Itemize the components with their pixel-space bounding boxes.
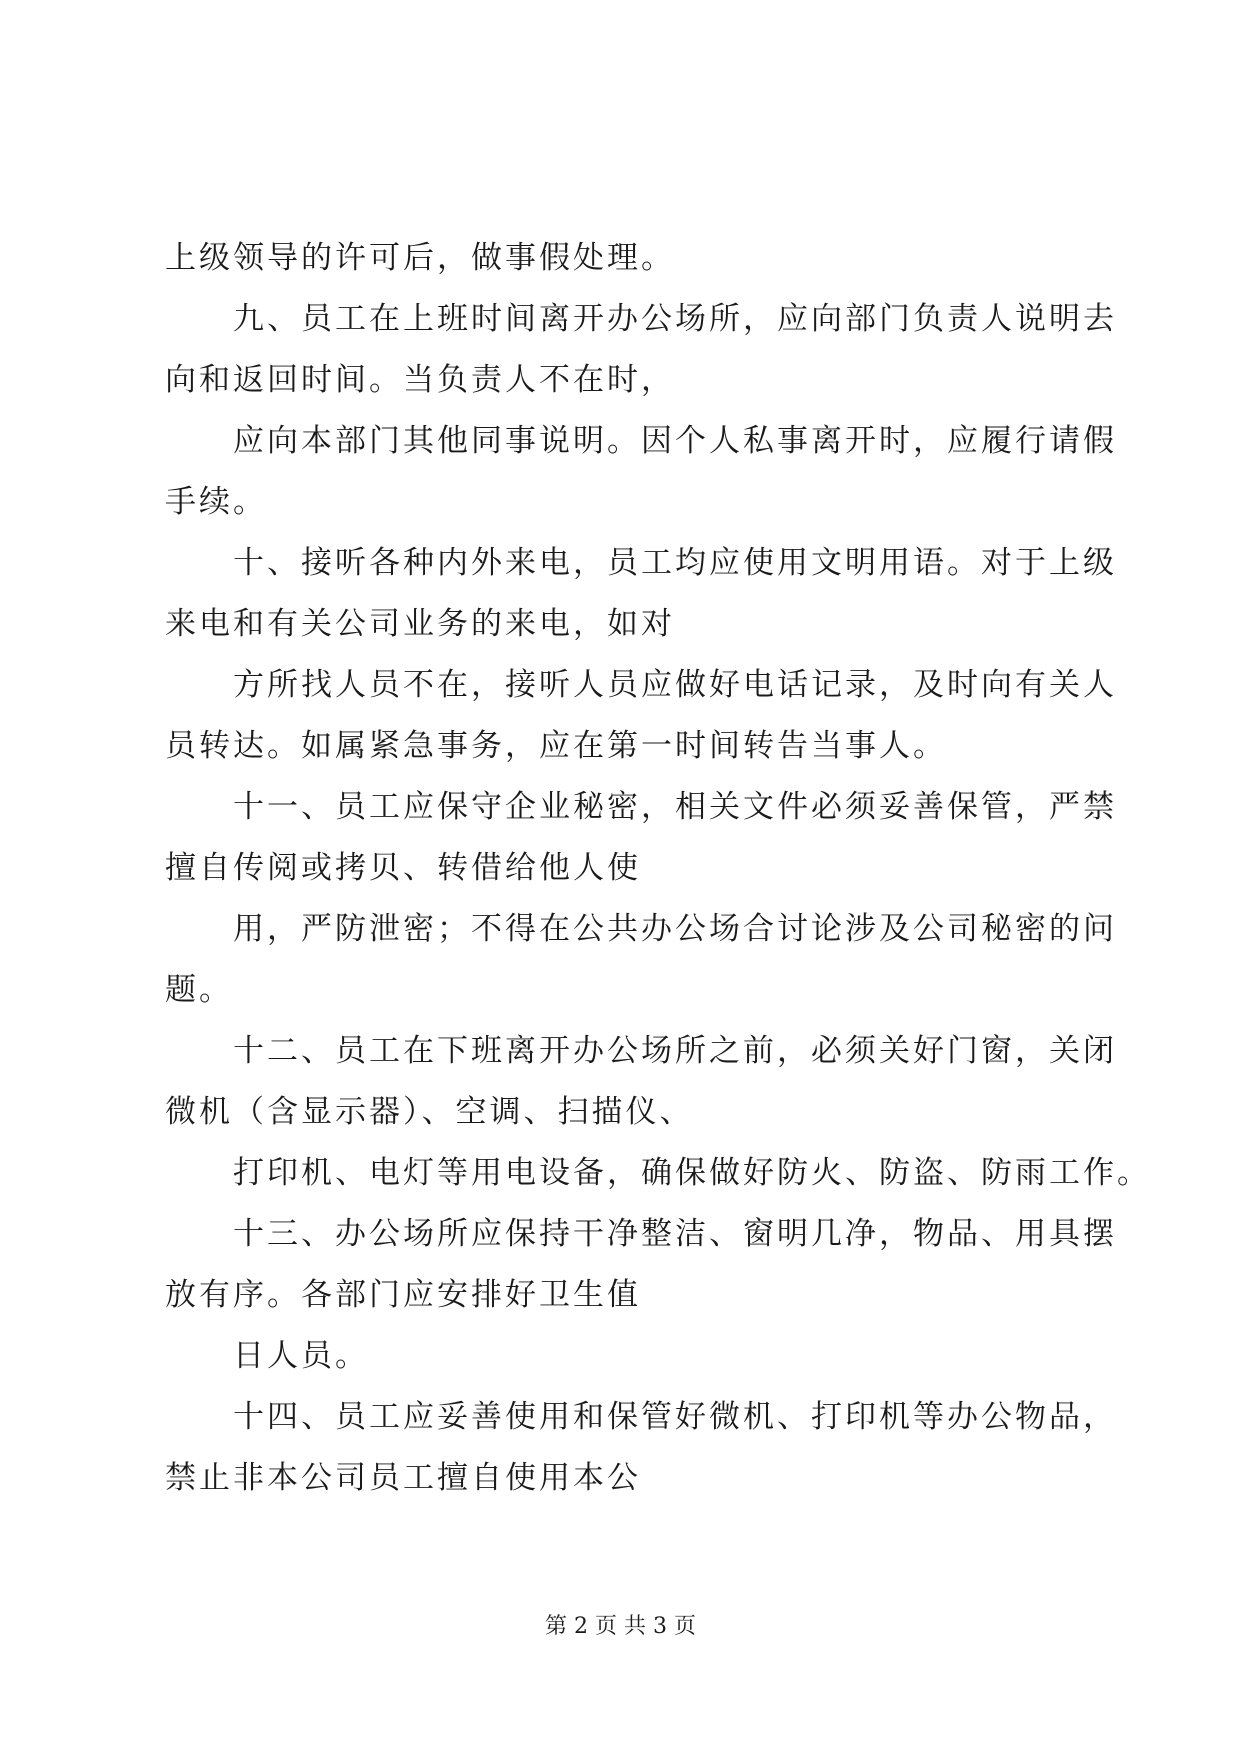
text-line: 上级领导的许可后，做事假处理。 bbox=[165, 240, 675, 276]
text-line: 题。 bbox=[165, 972, 233, 1008]
text-line: 十、接听各种内外来电，员工均应使用文明用语。对于上级 bbox=[233, 545, 1117, 581]
text-line: 微机（含显示器）、空调、扫描仪、 bbox=[165, 1094, 694, 1130]
text-line: 擅自传阅或拷贝、转借给他人使 bbox=[165, 850, 641, 886]
text-line: 方所找人员不在，接听人员应做好电话记录，及时向有关人 bbox=[233, 667, 1117, 703]
text-line: 日人员。 bbox=[233, 1338, 369, 1374]
text-line: 用，严防泄密；不得在公共办公场合讨论涉及公司秘密的问 bbox=[233, 911, 1117, 947]
text-line: 来电和有关公司业务的来电，如对 bbox=[165, 606, 675, 642]
text-line: 十四、员工应妥善使用和保管好微机、打印机等办公物品， bbox=[233, 1399, 1117, 1435]
text-line: 禁止非本公司员工擅自使用本公 bbox=[165, 1460, 641, 1496]
text-line: 向和返回时间。当负责人不在时， bbox=[165, 362, 675, 398]
text-line: 放有序。各部门应安排好卫生值 bbox=[165, 1277, 641, 1313]
text-line: 九、员工在上班时间离开办公场所，应向部门负责人说明去 bbox=[233, 301, 1117, 337]
document-body bbox=[165, 228, 1151, 1509]
text-line: 应向本部门其他同事说明。因个人私事离开时，应履行请假 bbox=[233, 423, 1117, 459]
text-line: 十一、员工应保守企业秘密，相关文件必须妥善保管，严禁 bbox=[233, 789, 1117, 825]
text-line: 手续。 bbox=[165, 484, 267, 520]
page-number-footer: 第 2 页 共 3 页 bbox=[545, 1614, 696, 1639]
text-line: 十二、员工在下班离开办公场所之前，必须关好门窗，关闭 bbox=[233, 1033, 1117, 1069]
text-line: 员转达。如属紧急事务，应在第一时间转告当事人。 bbox=[165, 728, 947, 764]
text-line: 打印机、电灯等用电设备，确保做好防火、防盗、防雨工作。 bbox=[233, 1155, 1151, 1191]
text-line: 十三、办公场所应保持干净整洁、窗明几净，物品、用具摆 bbox=[233, 1216, 1117, 1252]
